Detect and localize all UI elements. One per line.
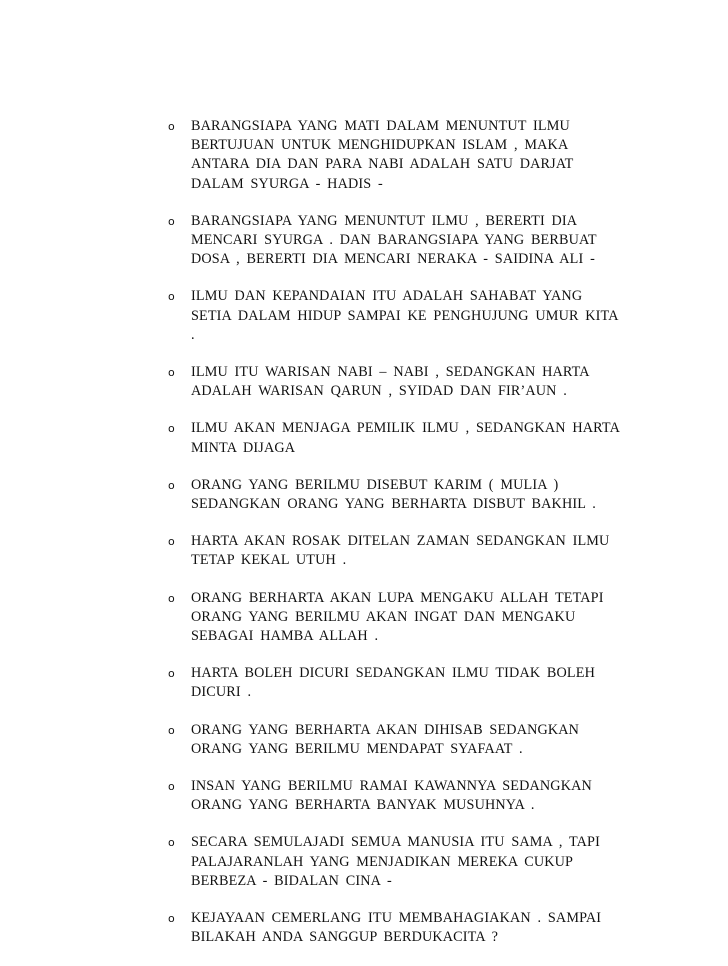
quote-line: BERTUJUAN UNTUK MENGHIDUPKAN ISLAM , MAKA: [191, 137, 569, 154]
quote-item: [168, 721, 638, 759]
quote-list: [168, 117, 638, 966]
quote-line: BARANGSIAPA YANG MENUNTUT ILMU , BERERTI DIA: [191, 212, 578, 229]
quote-item: [168, 419, 638, 457]
quote-item: [168, 589, 638, 647]
quote-line: .: [191, 326, 195, 343]
quote-line: KEJAYAAN CEMERLANG ITU MEMBAHAGIAKAN . SAMPAI: [191, 910, 602, 927]
quote-line: MENCARI SYURGA . DAN BARANGSIAPA YANG BERBUAT: [191, 232, 597, 249]
quote-line: DALAM SYURGA - HADIS -: [191, 175, 383, 192]
quote-line: INSAN YANG BERILMU RAMAI KAWANNYA SEDANGKAN: [191, 778, 592, 795]
quote-line: MINTA DIJAGA: [191, 439, 296, 456]
quote-line: DOSA , BERERTI DIA MENCARI NERAKA - SAIDINA ALI -: [191, 251, 595, 268]
quote-line: HARTA AKAN ROSAK DITELAN ZAMAN SEDANGKAN ILMU: [191, 533, 610, 550]
quote-item: [168, 664, 638, 702]
bullet-icon: o: [168, 667, 175, 681]
quote-item: [168, 777, 638, 815]
bullet-icon: o: [168, 120, 175, 133]
bullet-icon: o: [168, 290, 175, 304]
quote-line: HARTA BOLEH DICURI SEDANGKAN ILMU TIDAK BOLEH: [191, 665, 595, 682]
quote-line: ORANG BERHARTA AKAN LUPA MENGAKU ALLAH TETAPI: [191, 589, 604, 606]
quote-line: ORANG YANG BERHARTA BANYAK MUSUHNYA .: [191, 797, 535, 814]
quote-line: ORANG YANG BERILMU AKAN INGAT DAN MENGAKU: [191, 608, 576, 625]
bullet-icon: o: [168, 723, 175, 737]
quote-line: ORANG YANG BERHARTA AKAN DIHISAB SEDANGKAN: [191, 721, 580, 738]
quote-item: [168, 532, 638, 570]
quote-line: ANTARA DIA DAN PARA NABI ADALAH SATU DARJAT: [191, 156, 574, 173]
bullet-icon: o: [168, 912, 175, 926]
quote-item: [168, 833, 638, 891]
bullet-icon: o: [168, 214, 175, 228]
quote-item: [168, 117, 638, 194]
quote-item: [168, 212, 638, 270]
quote-line: ORANG YANG BERILMU MENDAPAT SYAFAAT .: [191, 740, 523, 757]
quote-line: BERBEZA - BIDALAN CINA -: [191, 872, 392, 889]
quote-line: BARANGSIAPA YANG MATI DALAM MENUNTUT ILMU: [191, 118, 570, 134]
quote-item: [168, 363, 638, 401]
bullet-icon: o: [168, 366, 175, 380]
quote-line: ILMU DAN KEPANDAIAN ITU ADALAH SAHABAT YANG: [191, 288, 583, 305]
bullet-icon: o: [168, 422, 175, 436]
quote-line: SEDANGKAN ORANG YANG BERHARTA DISBUT BAKHIL .: [191, 496, 596, 513]
bullet-icon: o: [168, 535, 175, 549]
quote-line: ILMU ITU WARISAN NABI – NABI , SEDANGKAN HARTA: [191, 364, 590, 381]
quote-line: SETIA DALAM HIDUP SAMPAI KE PENGHUJUNG UMUR KITA: [191, 307, 619, 324]
bullet-icon: o: [168, 780, 175, 794]
quote-line: ILMU AKAN MENJAGA PEMILIK ILMU , SEDANGKAN HARTA: [191, 420, 620, 437]
quote-line: PALAJARANLAH YANG MENJADIKAN MEREKA CUKUP: [191, 853, 574, 870]
bullet-icon: o: [168, 591, 175, 605]
quote-line: SECARA SEMULAJADI SEMUA MANUSIA ITU SAMA , TAPI: [191, 834, 600, 851]
quote-line: ADALAH WARISAN QARUN , SYIDAD DAN FIR’AUN .: [191, 383, 567, 400]
quote-item: [168, 287, 638, 345]
quote-line: DICURI .: [191, 684, 252, 701]
bullet-icon: o: [168, 478, 175, 492]
quote-line: SEBAGAI HAMBA ALLAH .: [191, 628, 379, 645]
quote-line: TETAP KEKAL UTUH .: [191, 552, 347, 569]
quote-line: BILAKAH ANDA SANGGUP BERDUKACITA ?: [191, 929, 499, 946]
quote-line: ORANG YANG BERILMU DISEBUT KARIM ( MULIA ): [191, 476, 559, 493]
bullet-icon: o: [168, 836, 175, 850]
quote-item: [168, 476, 638, 514]
